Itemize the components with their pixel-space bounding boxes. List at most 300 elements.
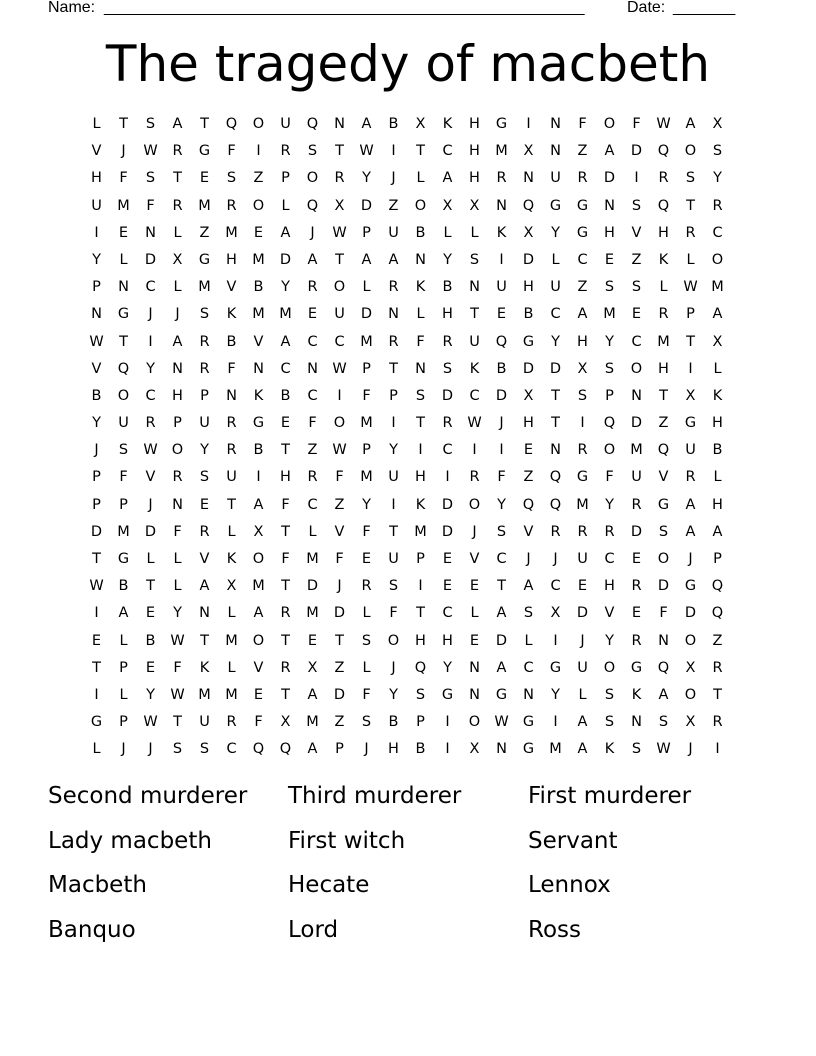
grid-letter: S (118, 442, 129, 459)
grid-letter: Y (443, 659, 452, 676)
word-list-item: Third murderer (288, 783, 462, 809)
grid-letter: V (145, 469, 156, 486)
grid-letter: R (469, 469, 480, 486)
grid-letter: O (252, 551, 265, 567)
grid-letter: K (604, 741, 615, 758)
grid-letter: H (604, 224, 615, 241)
grid-letter: L (686, 251, 695, 268)
grid-letter: P (335, 741, 344, 758)
grid-letter: B (226, 333, 237, 350)
grid-letter: I (256, 143, 261, 160)
grid-letter: A (253, 605, 264, 622)
grid-letter: I (94, 686, 99, 703)
grid-letter: U (496, 279, 507, 296)
grid-letter: S (361, 632, 372, 649)
grid-letter: D (630, 415, 643, 432)
grid-letter: E (145, 659, 156, 676)
grid-letter: L (713, 360, 722, 377)
grid-letter: W (170, 632, 185, 649)
grid-letter: H (469, 170, 480, 187)
grid-letter: G (522, 714, 535, 731)
grid-letter: Q (657, 143, 670, 160)
word-list-item: First witch (288, 827, 406, 854)
grid-letter: R (631, 496, 642, 513)
grid-letter: A (685, 496, 696, 513)
grid-letter: U (118, 415, 129, 432)
grid-letter: R (226, 442, 237, 459)
grid-letter: K (415, 496, 426, 513)
grid-letter: W (656, 116, 671, 132)
grid-letter: Q (549, 496, 562, 513)
grid-letter: S (604, 360, 615, 377)
grid-letter: S (604, 279, 615, 296)
grid-letter: I (94, 605, 99, 622)
grid-row (83, 736, 731, 763)
grid-letter: O (468, 714, 481, 731)
grid-letter: R (658, 306, 669, 323)
grid-letter: U (469, 333, 480, 350)
grid-letter: R (334, 170, 345, 187)
grid-letter: L (119, 632, 128, 649)
grid-row (83, 274, 731, 301)
grid-letter: A (685, 116, 696, 132)
grid-letter: I (445, 714, 450, 731)
grid-row (83, 573, 731, 600)
grid-letter: N (172, 496, 183, 513)
grid-letter: Y (92, 251, 101, 268)
grid-letter: M (711, 279, 724, 296)
grid-letter: F (308, 415, 317, 432)
grid-letter: N (550, 143, 561, 160)
grid-row (83, 193, 731, 220)
grid-letter: W (332, 360, 347, 377)
grid-letter: B (253, 279, 264, 296)
grid-letter: Y (281, 279, 290, 296)
grid-letter: P (389, 387, 398, 404)
grid-letter: Q (225, 116, 238, 132)
grid-letter: R (226, 415, 237, 432)
grid-letter: U (199, 415, 210, 432)
grid-letter: M (360, 469, 373, 486)
grid-letter: E (280, 415, 291, 432)
grid-letter: K (658, 251, 669, 268)
grid-letter: G (252, 415, 265, 432)
grid-letter: P (362, 360, 371, 377)
grid-letter: Y (362, 496, 371, 513)
grid-letter: O (252, 632, 265, 649)
grid-letter: H (442, 632, 453, 649)
grid-letter: T (659, 387, 668, 404)
grid-letter: P (119, 496, 128, 513)
grid-letter: L (227, 523, 236, 540)
grid-letter: G (684, 578, 697, 595)
grid-letter: Z (334, 496, 345, 513)
grid-letter: I (256, 469, 261, 486)
grid-letter: A (496, 605, 507, 622)
grid-letter: G (684, 415, 697, 432)
word-search-grid (83, 111, 731, 764)
grid-letter: O (684, 632, 697, 649)
grid-letter: L (173, 551, 182, 567)
grid-letter: G (117, 306, 130, 323)
grid-letter: X (172, 251, 183, 268)
grid-letter: L (92, 741, 101, 758)
grid-letter: W (143, 442, 158, 459)
grid-letter: S (523, 605, 534, 622)
word-list-item: Banquo (48, 916, 136, 943)
grid-letter: I (391, 143, 396, 160)
grid-letter: D (630, 143, 643, 160)
grid-letter: Q (549, 469, 562, 486)
grid-letter: E (199, 496, 210, 513)
grid-letter: F (335, 551, 344, 567)
grid-row (83, 410, 731, 437)
grid-letter: T (686, 197, 695, 214)
grid-letter: X (523, 224, 534, 241)
grid-letter: F (119, 469, 128, 486)
grid-letter: W (170, 686, 185, 703)
grid-letter: S (604, 714, 615, 731)
grid-row (83, 247, 731, 274)
grid-row (83, 628, 731, 655)
grid-letter: S (145, 116, 156, 132)
grid-letter: D (495, 632, 508, 649)
grid-letter: W (656, 741, 671, 758)
grid-letter: B (442, 279, 453, 296)
grid-letter: C (496, 551, 507, 567)
grid-letter: A (280, 333, 291, 350)
grid-row (83, 356, 731, 383)
grid-letter: N (226, 387, 237, 404)
grid-letter: A (577, 306, 588, 323)
grid-letter: Z (712, 632, 723, 649)
grid-letter: V (658, 469, 669, 486)
grid-letter: F (281, 551, 290, 567)
grid-letter: D (360, 306, 373, 323)
grid-letter: T (686, 333, 695, 350)
grid-letter: R (307, 469, 318, 486)
grid-letter: L (92, 116, 101, 132)
grid-letter: Q (522, 496, 535, 513)
grid-letter: I (526, 116, 531, 132)
grid-letter: E (253, 686, 264, 703)
grid-letter: L (119, 686, 128, 703)
grid-letter: H (91, 170, 102, 187)
grid-letter: M (576, 496, 589, 513)
grid-letter: M (252, 251, 265, 268)
word-list-item: Lady macbeth (48, 827, 212, 854)
grid-letter: P (362, 442, 371, 459)
grid-letter: X (523, 143, 534, 160)
word-list-item: Macbeth (48, 872, 147, 898)
grid-letter: Z (577, 279, 588, 296)
grid-letter: T (173, 714, 182, 731)
grid-letter: Z (658, 415, 669, 432)
grid-letter: M (603, 306, 616, 323)
grid-letter: I (148, 333, 153, 350)
grid-letter: L (308, 523, 317, 540)
grid-letter: I (445, 741, 450, 758)
grid-letter: A (523, 578, 534, 595)
grid-letter: T (281, 578, 290, 595)
grid-letter: H (523, 415, 534, 432)
grid-letter: R (199, 523, 210, 540)
grid-letter: W (332, 442, 347, 459)
grid-letter: C (604, 551, 615, 567)
grid-letter: F (578, 116, 587, 132)
grid-letter: H (469, 143, 480, 160)
grid-letter: O (252, 116, 265, 132)
grid-letter: X (469, 741, 480, 758)
grid-letter: C (307, 387, 318, 404)
grid-letter: O (333, 415, 346, 432)
grid-letter: N (496, 741, 507, 758)
grid-letter: L (119, 251, 128, 268)
header-line (48, 0, 748, 19)
grid-letter: R (577, 170, 588, 187)
grid-letter: Z (199, 224, 210, 241)
grid-letter: T (416, 605, 425, 622)
grid-letter: L (416, 170, 425, 187)
grid-letter: E (442, 578, 453, 595)
grid-letter: P (200, 387, 209, 404)
grid-letter: J (148, 496, 153, 513)
grid-letter: L (227, 605, 236, 622)
grid-letter: W (683, 279, 698, 296)
grid-letter: R (145, 415, 156, 432)
grid-letter: E (631, 551, 642, 567)
grid-letter: M (306, 605, 319, 622)
grid-letter: C (226, 741, 237, 758)
grid-letter: G (117, 551, 130, 567)
grid-letter: C (334, 333, 345, 350)
grid-letter: T (335, 251, 344, 268)
grid-letter: A (685, 523, 696, 540)
grid-letter: S (307, 143, 318, 160)
grid-letter: R (307, 279, 318, 296)
grid-letter: Y (497, 496, 506, 513)
grid-letter: M (414, 523, 427, 540)
grid-letter: N (496, 197, 507, 214)
grid-letter: I (553, 714, 558, 731)
grid-letter: N (415, 360, 426, 377)
grid-letter: E (253, 224, 264, 241)
grid-letter: Q (279, 741, 292, 758)
grid-letter: R (577, 523, 588, 540)
grid-row (83, 165, 731, 192)
grid-letter: E (577, 578, 588, 595)
grid-letter: V (91, 360, 102, 377)
grid-letter: N (604, 197, 615, 214)
grid-letter: T (551, 387, 560, 404)
grid-letter: X (280, 714, 291, 731)
grid-letter: Q (657, 442, 670, 459)
grid-letter: F (362, 686, 371, 703)
grid-letter: F (632, 116, 641, 132)
grid-letter: X (577, 360, 588, 377)
grid-letter: F (146, 197, 155, 214)
grid-letter: R (658, 170, 669, 187)
grid-letter: D (684, 605, 697, 622)
grid-letter: Y (605, 333, 614, 350)
grid-letter: C (577, 251, 588, 268)
grid-letter: S (496, 523, 507, 540)
grid-letter: G (198, 143, 211, 160)
grid-letter: N (658, 632, 669, 649)
grid-letter: F (416, 333, 425, 350)
grid-letter: Z (334, 714, 345, 731)
grid-letter: R (577, 442, 588, 459)
grid-letter: X (712, 116, 723, 132)
grid-letter: W (143, 714, 158, 731)
grid-letter: D (333, 605, 346, 622)
grid-letter: E (91, 632, 102, 649)
grid-letter: U (199, 714, 210, 731)
grid-letter: O (657, 551, 670, 567)
grid-letter: S (658, 714, 669, 731)
grid-letter: C (307, 333, 318, 350)
grid-letter: P (686, 306, 695, 323)
grid-letter: N (388, 306, 399, 323)
grid-letter: P (713, 551, 722, 567)
grid-letter: F (362, 523, 371, 540)
grid-letter: O (711, 251, 724, 268)
grid-letter: A (253, 496, 264, 513)
grid-letter: V (199, 551, 210, 567)
grid-letter: E (442, 551, 453, 567)
grid-letter: B (253, 442, 264, 459)
grid-letter: A (172, 333, 183, 350)
grid-letter: Z (253, 170, 264, 187)
grid-letter: G (495, 116, 508, 132)
grid-row (83, 492, 731, 519)
grid-letter: T (713, 686, 722, 703)
grid-letter: I (445, 469, 450, 486)
grid-letter: G (441, 686, 454, 703)
grid-letter: Z (523, 469, 534, 486)
grid-letter: P (119, 714, 128, 731)
grid-letter: Q (117, 360, 130, 377)
grid-letter: H (658, 360, 669, 377)
grid-letter: D (306, 578, 319, 595)
grid-letter: F (254, 714, 263, 731)
grid-letter: T (200, 632, 209, 649)
grid-letter: A (361, 251, 372, 268)
grid-letter: M (225, 224, 238, 241)
grid-letter: T (200, 116, 209, 132)
grid-letter: L (551, 251, 560, 268)
grid-letter: T (497, 578, 506, 595)
grid-letter: M (549, 741, 562, 758)
grid-letter: A (172, 116, 183, 132)
grid-letter: B (91, 387, 102, 404)
grid-letter: X (685, 387, 696, 404)
word-list-item: Ross (528, 916, 581, 943)
grid-letter: H (442, 306, 453, 323)
grid-letter: L (362, 279, 371, 296)
grid-letter: G (549, 197, 562, 214)
grid-row (83, 220, 731, 247)
grid-letter: R (685, 224, 696, 241)
grid-row (83, 546, 731, 573)
grid-row (83, 383, 731, 410)
grid-row (83, 111, 731, 138)
grid-letter: Z (577, 143, 588, 160)
grid-letter: V (253, 659, 264, 676)
grid-letter: Y (605, 632, 614, 649)
grid-letter: F (335, 469, 344, 486)
grid-letter: M (198, 686, 211, 703)
grid-letter: B (712, 442, 723, 459)
grid-letter: E (469, 578, 480, 595)
grid-letter: M (225, 632, 238, 649)
grid-letter: M (198, 279, 211, 296)
grid-letter: J (148, 306, 153, 323)
grid-letter: F (119, 170, 128, 187)
grid-letter: E (523, 442, 534, 459)
grid-row (83, 301, 731, 328)
grid-letter: N (550, 442, 561, 459)
grid-letter: J (148, 741, 153, 758)
grid-letter: W (332, 224, 347, 241)
grid-letter: L (416, 306, 425, 323)
grid-letter: S (631, 279, 642, 296)
grid-letter: S (685, 170, 696, 187)
grid-letter: F (227, 143, 236, 160)
grid-letter: O (603, 659, 616, 676)
grid-letter: C (307, 496, 318, 513)
grid-letter: A (496, 659, 507, 676)
grid-letter: C (523, 659, 534, 676)
grid-letter: K (469, 360, 480, 377)
grid-letter: N (334, 116, 345, 132)
grid-letter: I (418, 442, 423, 459)
grid-letter: J (391, 659, 396, 676)
grid-letter: E (199, 170, 210, 187)
grid-letter: R (361, 578, 372, 595)
grid-letter: Q (414, 659, 427, 676)
grid-letter: D (576, 605, 589, 622)
grid-letter: L (173, 224, 182, 241)
grid-letter: T (146, 578, 155, 595)
grid-letter: U (388, 469, 399, 486)
grid-letter: H (658, 224, 669, 241)
grid-letter: C (442, 605, 453, 622)
grid-letter: W (467, 415, 482, 432)
grid-letter: B (523, 306, 534, 323)
grid-letter: M (252, 578, 265, 595)
grid-letter: D (441, 387, 454, 404)
grid-letter: U (550, 170, 561, 187)
grid-letter: G (522, 333, 535, 350)
grid-letter: M (252, 306, 265, 323)
grid-letter: T (551, 415, 560, 432)
grid-letter: A (388, 251, 399, 268)
grid-letter: L (578, 686, 587, 703)
grid-letter: F (173, 659, 182, 676)
grid-letter: P (281, 170, 290, 187)
grid-letter: T (416, 143, 425, 160)
grid-letter: A (712, 523, 723, 540)
grid-letter: X (685, 714, 696, 731)
grid-letter: M (306, 551, 319, 567)
grid-letter: Z (307, 442, 318, 459)
grid-letter: F (605, 469, 614, 486)
grid-letter: B (145, 632, 156, 649)
grid-letter: L (146, 551, 155, 567)
grid-letter: I (634, 170, 639, 187)
grid-letter: P (416, 714, 425, 731)
